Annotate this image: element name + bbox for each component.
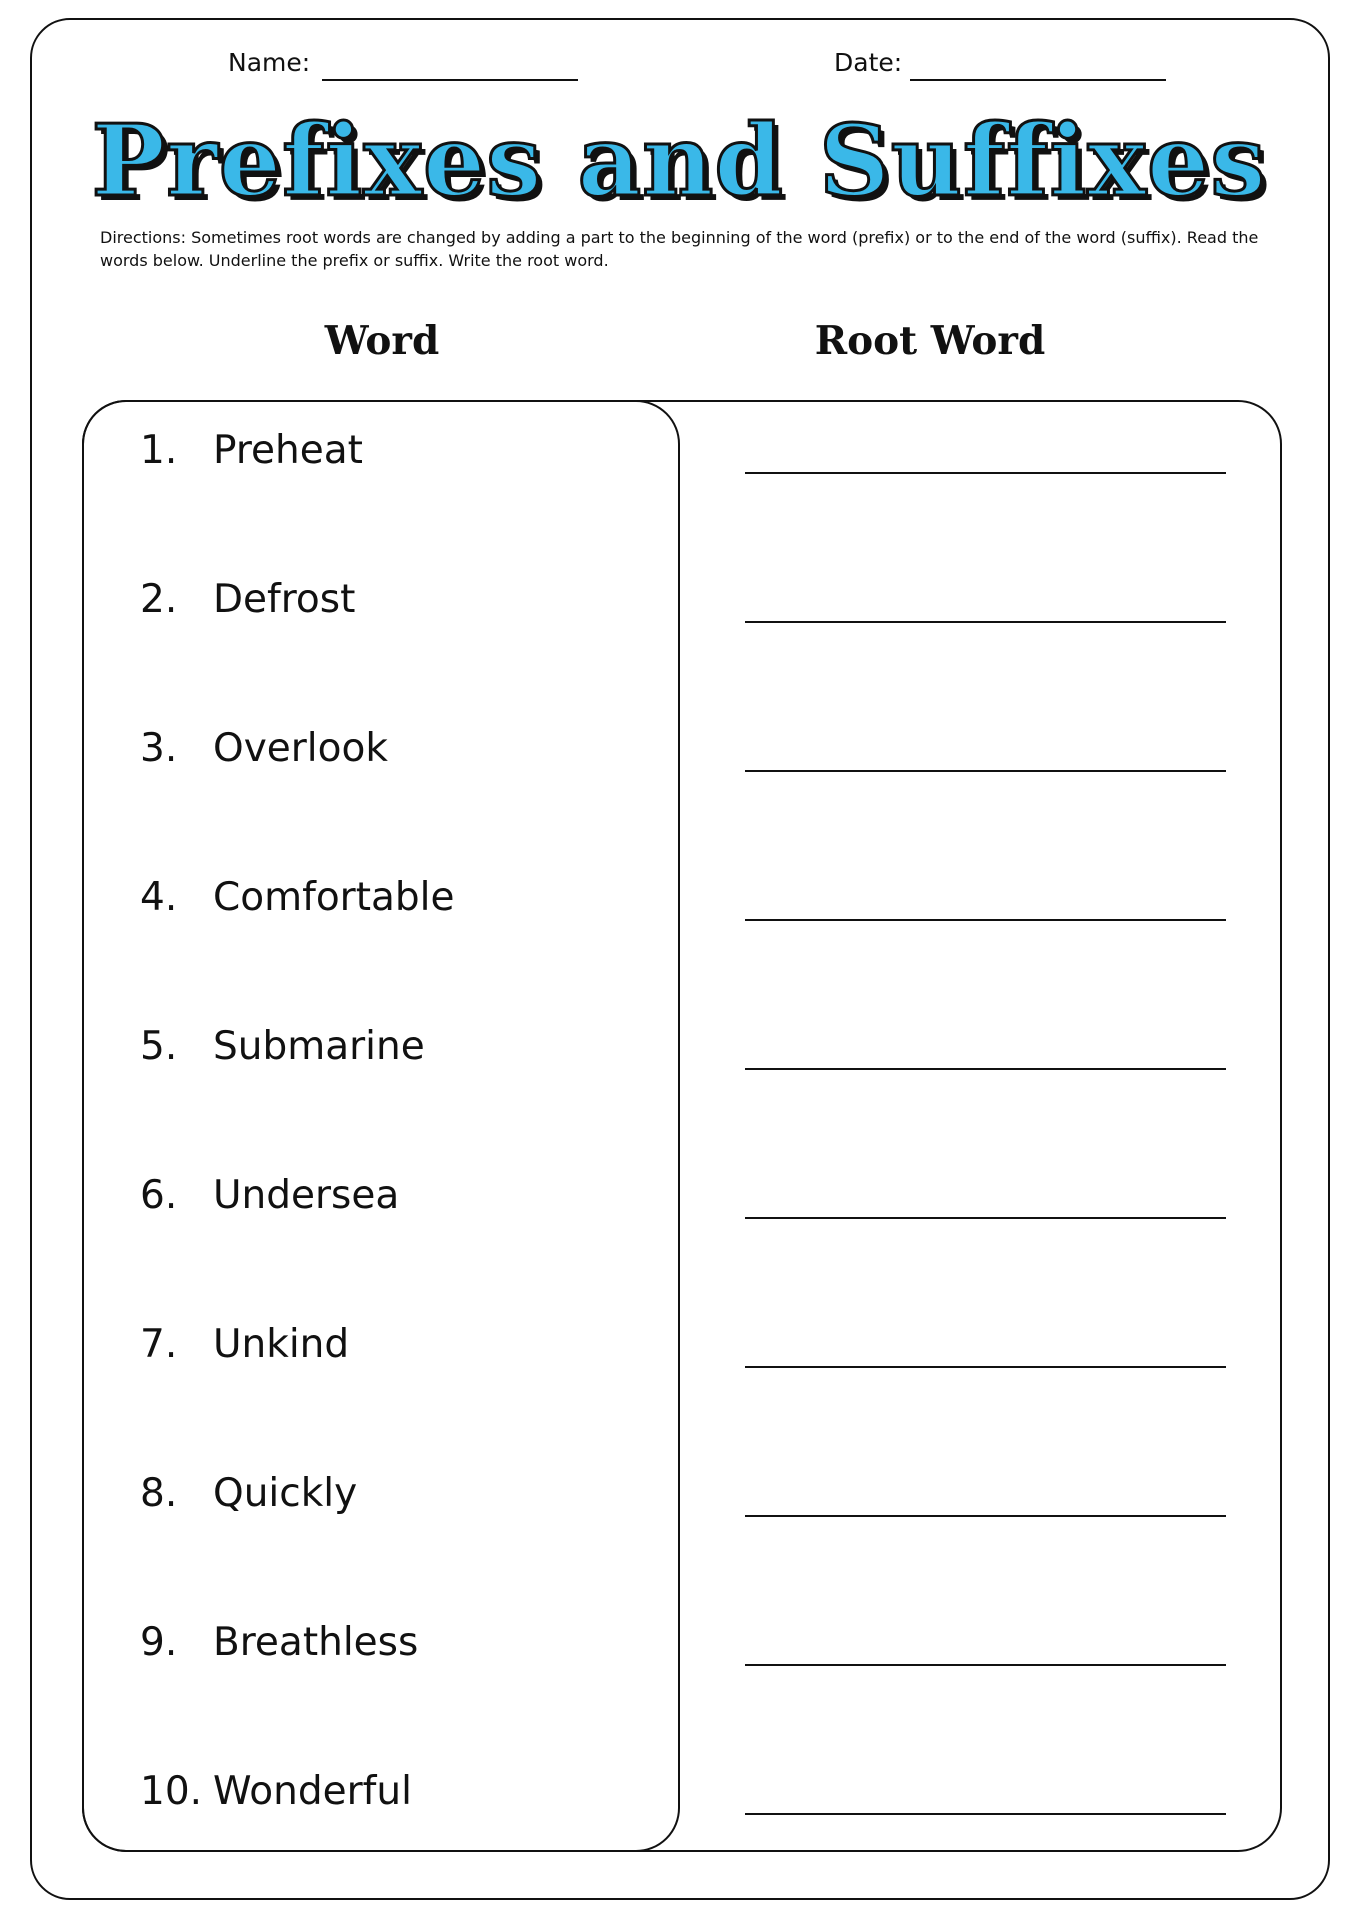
word-item: Comfortable [213, 875, 455, 920]
root-word-answer-line[interactable] [745, 770, 1226, 772]
word-number: 2. [140, 577, 178, 622]
word-item: Undersea [213, 1173, 400, 1218]
directions-text: Directions: Sometimes root words are changed by adding a part to the beginning of the word (prefix) or to the end of the word (suffix). Read the words below. Underline the prefix or suffix. Write the root word. [100, 228, 1259, 270]
root-word-answer-line[interactable] [745, 1664, 1226, 1666]
word-number: 6. [140, 1173, 178, 1218]
name-label: Name: [228, 48, 311, 77]
root-word-answer-line[interactable] [745, 472, 1226, 474]
word-number: 3. [140, 726, 178, 771]
root-word-answer-line[interactable] [745, 621, 1226, 623]
root-word-answer-line[interactable] [745, 1813, 1226, 1815]
root-word-answer-line[interactable] [745, 1068, 1226, 1070]
word-item: Defrost [213, 577, 356, 622]
word-item: Preheat [213, 428, 363, 473]
column-header-root-word: Root Word [814, 318, 1046, 364]
word-item: Submarine [213, 1024, 425, 1069]
word-item: Unkind [213, 1322, 350, 1367]
page-title: Prefixes and Suffixes [91, 104, 1267, 219]
word-number: 4. [140, 875, 178, 920]
word-number: 5. [140, 1024, 178, 1069]
word-item: Overlook [213, 726, 388, 771]
root-word-answer-line[interactable] [745, 1366, 1226, 1368]
root-word-answer-line[interactable] [745, 1217, 1226, 1219]
date-label: Date: [834, 48, 903, 77]
word-item: Quickly [213, 1471, 358, 1516]
word-number: 7. [140, 1322, 178, 1367]
root-word-answer-line[interactable] [745, 1515, 1226, 1517]
column-header-word: Word [324, 318, 440, 364]
date-field[interactable] [910, 79, 1166, 81]
word-number: 1. [140, 428, 178, 473]
word-number: 10. [140, 1769, 203, 1814]
word-number: 9. [140, 1620, 178, 1665]
name-field[interactable] [322, 79, 578, 81]
root-word-answer-line[interactable] [745, 919, 1226, 921]
word-item: Breathless [213, 1620, 419, 1665]
word-number: 8. [140, 1471, 178, 1516]
word-item: Wonderful [213, 1769, 412, 1814]
